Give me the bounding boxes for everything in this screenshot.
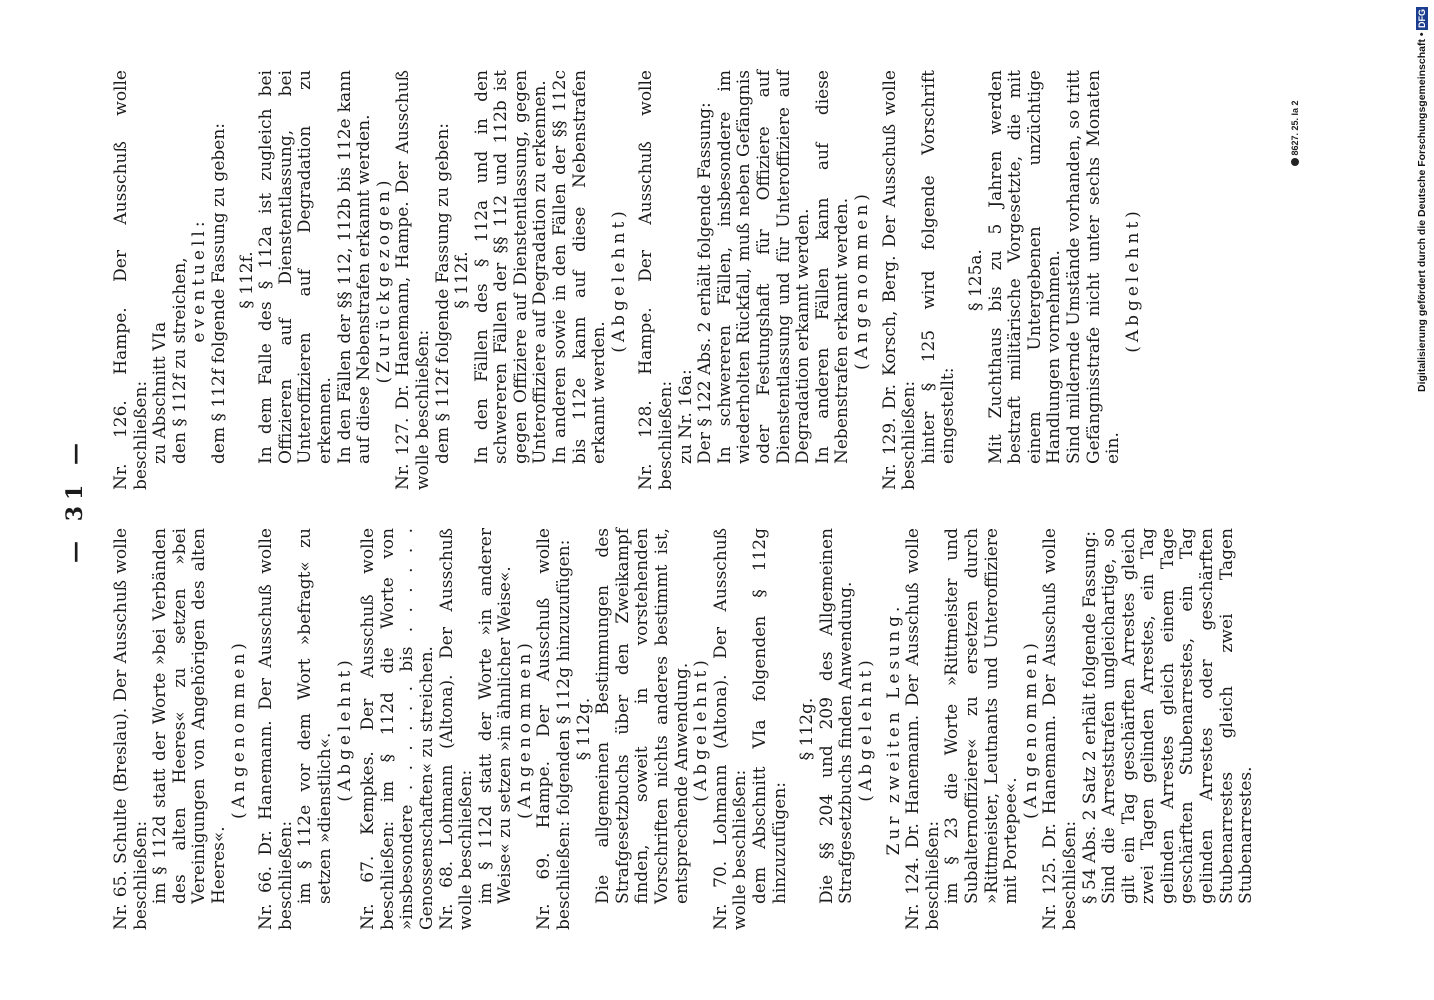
section-number: § 112g.: [573, 697, 594, 761]
motion-text: Sind die Arreststrafen ungleichartige, so gilt ein Tag geschärften Arrestes gleich zwei Tagen gelinden Arrestes, ein Tag gelinden Arrestes gleich einem Tage geschärften Stubenarrestes, ein Tag gelinden Arrestes oder geschärften Stubenarrestes gleich zwei Tagen Stubenarrestes.: [1099, 528, 1257, 904]
print-dot-icon: [1291, 158, 1299, 166]
motion-text: Die allgemeinen Bestimmungen des Strafgesetzbuchs über den Zweikampf finden, soweit in vorstehenden Vorschriften nichts anderes bestimmt ist, entsprechende Anwendung.: [593, 528, 692, 904]
motion-text: zu Abschnitt VIa: [150, 321, 171, 464]
print-mark: [1290, 100, 1304, 230]
motion-heading: Nr. 124. Dr. Hanemann. Der Ausschuß wolle beschließen:: [903, 528, 943, 930]
decision-label: (Zurückgezogen): [373, 176, 394, 384]
motion-text: § 54 Abs. 2 Satz 2 erhält folgende Fassung:: [1079, 531, 1100, 904]
decision-label: (Angenommen): [851, 190, 872, 370]
motion-text: eventuell:: [189, 217, 210, 343]
motion-text: Der § 122 Abs. 2 erhält folgende Fassung:: [695, 102, 716, 464]
motion-heading: Nr. 129. Dr. Korsch, Berg. Der Ausschuß wolle beschließen:: [879, 70, 920, 490]
motion-text: Mit Zuchthaus bis zu 5 Jahren werden bestraft militärische Vorgesetzte, die mit einem Untergebenen unzüchtige Handlungen vornehmen.: [985, 70, 1065, 464]
motion-text: im § 23 die Worte »Rittmeister und Subalternoffiziere« zu ersetzen durch »Rittmeister, Leutnants und Unteroffiziere mit Portepee«.: [942, 528, 1022, 904]
motion-heading: Nr. 65. Schulte (Breslau). Der Ausschuß wolle beschließen:: [111, 528, 151, 930]
motion-text: zu Nr. 16a:: [675, 369, 696, 464]
digitization-note: [1416, 4, 1432, 994]
decision-label: (Abgelehnt): [855, 656, 876, 802]
motion-text: den § 112f zu streichen,: [169, 257, 190, 464]
reading-heading: Zur zweiten Lesung.: [883, 602, 904, 856]
decision-label: (Abgelehnt): [334, 656, 355, 802]
motion-heading: Nr. 66. Dr. Hanemann. Der Ausschuß wolle beschließen:: [256, 528, 296, 930]
motion-heading: Nr. 127. Dr. Hanemann, Hampe. Der Ausschuß wolle beschließen:: [393, 70, 433, 490]
motion-text: In anderen Fällen kann auf diese Nebenstrafen erkannt werden.: [812, 70, 853, 464]
print-mark-text: 8627. 25. Ia 2: [1290, 100, 1300, 156]
motion-heading: Nr. 69. Hampe. Der Ausschuß wolle beschließen: folgenden § 112g hinzuzufügen:: [534, 528, 575, 930]
motion-heading: Nr. 70. Lohmann (Altona). Der Ausschuß wolle beschließen:: [710, 528, 751, 930]
motion-text: dem Abschnitt VIa folgenden § 112g hinzuzufügen:: [750, 528, 790, 904]
section-number: § 112g.: [797, 697, 818, 761]
motion-text: im § 112d statt der Worte »in anderer Weise« zu setzen »in ähnlicher Weise«.: [475, 528, 516, 904]
motion-text: dem § 112f folgende Fassung zu geben:: [208, 123, 229, 464]
motion-text: im § 112d statt der Worte »bei Verbänden des alten Heeres« zu setzen »bei Vereinigungen von Angehörigen des alten Heeres«.: [150, 528, 229, 904]
motion-text: im § 112e vor dem Wort »befragt« zu setzen »dienstlich«.: [295, 528, 335, 904]
motion-text: In dem Falle des § 112a ist zugleich bei Offizieren auf Dienstentlassung, bei Unteroffizieren auf Degradation zu erkennen.: [256, 70, 335, 464]
section-number: § 112f.: [236, 251, 257, 309]
digitization-text: Digitalisierung gefördert durch die Deutsche Forschungsgemeinschaft: [1416, 39, 1428, 393]
motion-text: In den Fällen des § 112a und in den schwereren Fällen der §§ 112 und 112b ist gegen Offiziere auf Dienstentlassung, gegen Unteroffiziere auf Degradation zu erkennen.: [471, 70, 551, 464]
motion-heading: Nr. 125. Dr. Hanemann. Der Ausschuß wolle beschließen:: [1040, 528, 1080, 930]
section-number: § 125a.: [965, 249, 986, 311]
motion-text: In den Fällen der §§ 112, 112b bis 112e kann auf diese Nebenstrafen erkannt werden.: [334, 70, 375, 464]
motion-text: hinter § 125 wird folgende Vorschrift eingestellt:: [918, 70, 959, 464]
separator: •: [1416, 30, 1428, 37]
dfg-logo: DFG: [1417, 9, 1427, 28]
decision-label: (Angenommen): [228, 639, 249, 819]
motion-text: In anderen sowie in den Fällen der §§ 112c bis 112e kann auf diese Nebenstrafen erkannt werden.: [550, 70, 610, 464]
decision-label: (Angenommen): [1020, 639, 1041, 819]
motion-text: Sind mildernde Umstände vorhanden, so tritt Gefängnisstrafe nicht unter sechs Monaten ein.: [1063, 70, 1124, 464]
right-column: [112, 70, 1172, 490]
motion-heading: Nr. 68. Lohmann (Altona). Der Ausschuß wolle beschließen:: [436, 528, 477, 930]
left-column: [111, 528, 1257, 930]
motion-text: Die §§ 204 und 209 des Allgemeinen Strafgesetzbuchs finden Anwendung.: [816, 528, 857, 904]
motion-text: dem § 112f folgende Fassung zu geben:: [432, 123, 453, 464]
motion-heading: Nr. 128. Hampe. Der Ausschuß wolle beschließen:: [636, 70, 677, 490]
motion-heading: Nr. 126. Hampe. Der Ausschuß wolle beschließen:: [111, 70, 151, 490]
page-number: — 31 —: [62, 437, 88, 563]
motion-text: In schwereren Fällen, insbesondere im wiederholten Rückfall, muß neben Gefängnis oder Festungshaft für Offiziere auf Dienstentlassung und für Unteroffiziere auf Degradation erkannt werden.: [714, 70, 814, 464]
decision-label: (Abgelehnt): [608, 207, 629, 353]
decision-label: (Abgelehnt): [691, 656, 712, 802]
motion-heading: Nr. 67. Kempkes. Der Ausschuß wolle beschließen: im § 112d die Worte von »insbesondere . . . . . . bis . . . . . . Genossenschaften« zu streichen.: [358, 528, 437, 930]
section-number: § 112f.: [452, 251, 473, 309]
decision-label: (Abgelehnt): [1122, 207, 1143, 353]
decision-label: (Angenommen): [514, 639, 535, 819]
